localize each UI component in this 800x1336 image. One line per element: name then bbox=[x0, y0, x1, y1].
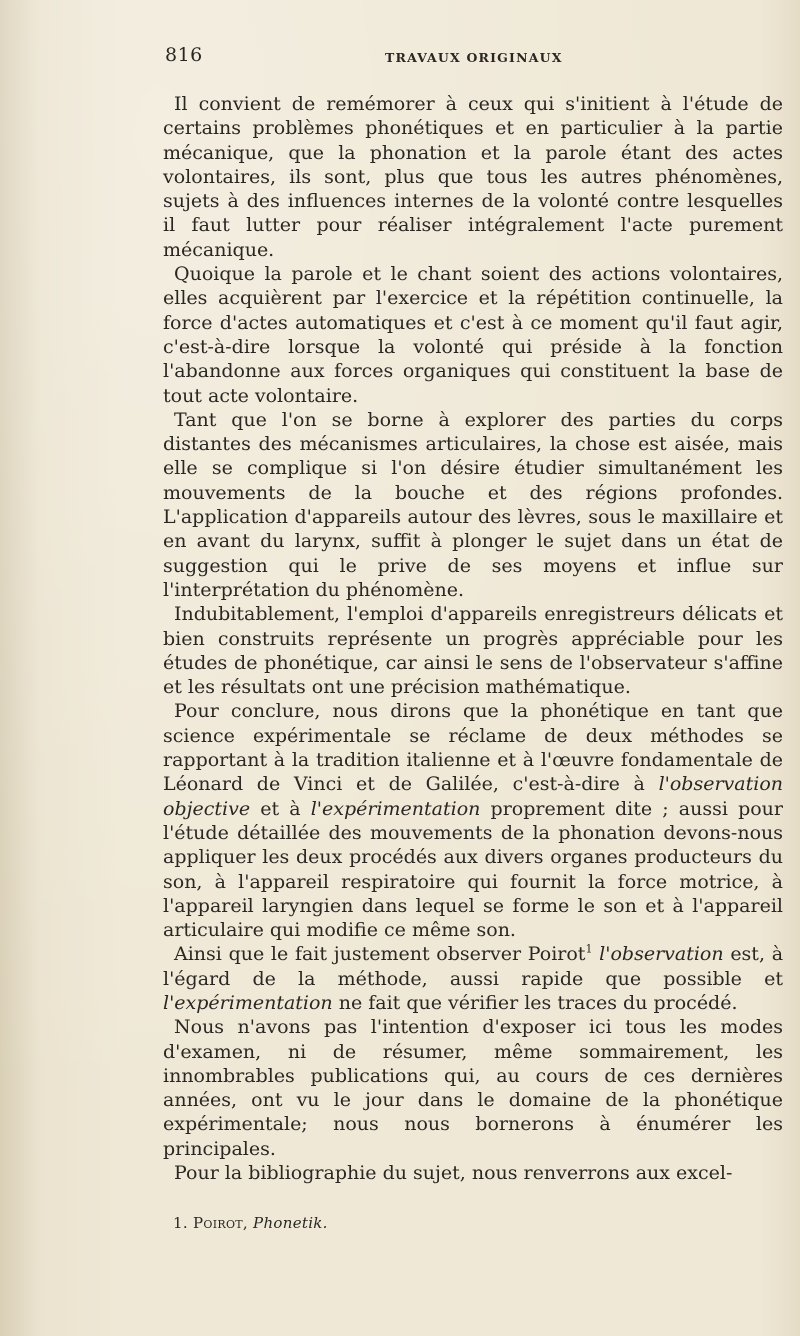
paragraph-8: Pour la bibliographie du sujet, nous renverrons aux excel- bbox=[174, 1162, 733, 1185]
footnote-title: Phonetik. bbox=[253, 1214, 328, 1232]
page-header bbox=[165, 44, 785, 74]
p5-text-a: Pour conclure, nous dirons que la phonétique en tant que science expérimentale se réclame de deux méthodes se rapportant à la tradition italienne et à l'œuvre fondamentale de Léonard de Vinci et de Galilée, c'est-à-dire à bbox=[163, 700, 783, 796]
paragraph-2: Quoique la parole et le chant soient des actions volontaires, elles acquièrent par l'exercice et la répétition continuelle, la force d'actes automatiques et c'est à ce moment qu'il faut agir, c'est-à-dire lorsque la volonté qui préside à la fonction l'abandonne aux forces organiques qui constituent la base de tout acte volontaire. bbox=[163, 263, 783, 407]
p5-text-e: proprement dite ; aussi pour l'étude détaillée des mouvements de la phonation devons-nous appliquer les deux procédés aux divers organes producteurs du son, à l'appareil respiratoire qui fournit la force motrice, à l'appareil laryngien dans lequel se forme le son et à l'appareil articulaire qui modifie ce même son. bbox=[163, 797, 784, 942]
p6-emphasis-observation: l'observation bbox=[599, 943, 724, 966]
p6-text-a: Ainsi que le fait justement observer Poirot bbox=[174, 943, 586, 966]
running-head: TRAVAUX ORIGINAUX bbox=[385, 50, 563, 65]
paragraph-3: Tant que l'on se borne à explorer des parties du corps distantes des mécanismes articulaires, la chose est aisée, mais elle se complique si l'on désire étudier simultanément les mouvements de la bouche et des régions profondes. L'application d'appareils autour des lèvres, sous le maxillaire et en avant du larynx, suffit à plonger le sujet dans un état de suggestion qui le prive de ses moyens et influe sur l'interprétation du phénomène. bbox=[163, 408, 783, 601]
paragraph-4: Indubitablement, l'emploi d'appareils enregistreurs délicats et bien construits représente un progrès appréciable pour les études de phonétique, car ainsi le sens de l'observateur s'affine et les résultats ont une précision mathématique. bbox=[163, 603, 783, 699]
paragraph-1: Il convient de remémorer à ceux qui s'initient à l'étude de certains problèmes phonétiques et en particulier à la partie mécanique, que la phonation et la parole étant des actes volontaires, ils sont, plus que tous les autres phénomènes, sujets à des influences internes de la volonté contre lesquelles il faut lutter pour réaliser intégralement l'acte purement mécanique. bbox=[163, 93, 783, 261]
page-number: 816 bbox=[165, 44, 203, 66]
p6-text-f: ne fait que vérifier les traces du procédé. bbox=[332, 991, 738, 1014]
footnote-number: 1. bbox=[173, 1214, 188, 1232]
paragraph-5 bbox=[163, 699, 783, 942]
paragraph-6 bbox=[163, 942, 783, 1015]
footnote bbox=[173, 1214, 328, 1232]
footnote-separator: , bbox=[242, 1214, 254, 1232]
p5-emphasis-experimentation: l'expérimentation bbox=[310, 797, 481, 820]
p6-text-d: est, à l'égard de la méthode, aussi rapide que possible et bbox=[163, 943, 784, 990]
p6-emphasis-experimentation: l'expérimentation bbox=[163, 991, 333, 1014]
footnote-marker: 1 bbox=[585, 943, 593, 957]
p5-text-c: et à bbox=[250, 797, 311, 820]
p5-emphasis-observation: l'observation objective bbox=[163, 773, 783, 820]
paragraph-7: Nous n'avons pas l'intention d'exposer ici tous les modes d'examen, ni de résumer, même sommairement, les innombrables publications qui, au cours de ces dernières années, ont vu le jour dans le domaine de la phonétique expérimentale; nous nous bornerons à énumérer les principales. bbox=[163, 1016, 783, 1160]
footnote-author: Poirot bbox=[193, 1214, 243, 1232]
body-text bbox=[163, 92, 783, 1185]
